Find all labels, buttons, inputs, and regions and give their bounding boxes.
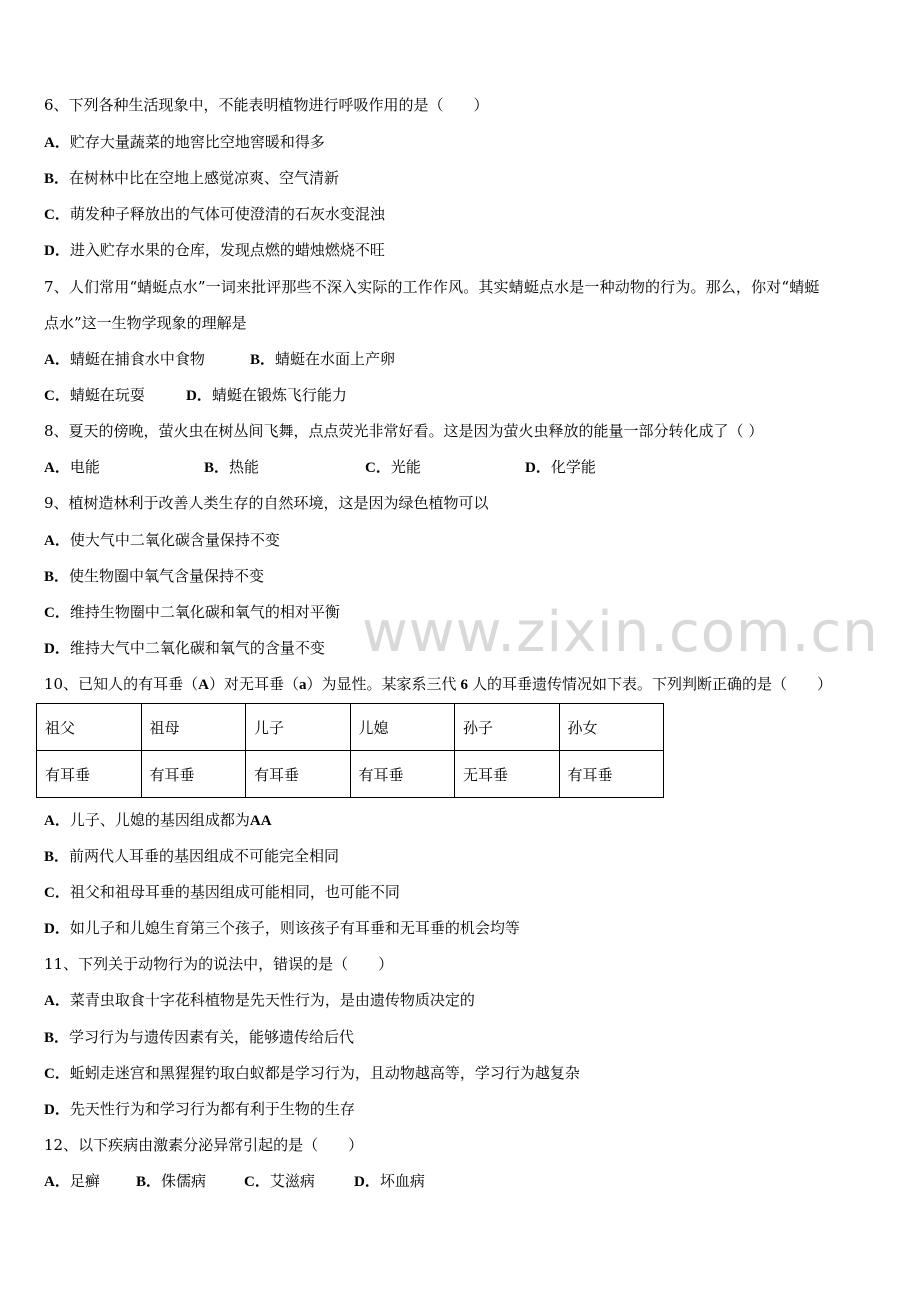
option-text: 萌发种子释放出的气体可使澄清的石灰水变混浊 [69,205,385,223]
option-letter: B． [44,569,70,585]
option-letter: B． [44,1030,70,1046]
table-cell: 有耳垂 [350,751,455,798]
q12-option-c [244,1171,315,1192]
q11-option-a [44,990,475,1010]
q12-stem: 12、以下疾病由激素分泌异常引起的是（ ） [44,1136,364,1154]
option-text: 电能 [69,458,100,476]
q9-stem: 9、植树造林利于改善人类生存的自然环境，这是因为绿色植物可以 [44,494,489,512]
option-letter: A． [44,1174,70,1190]
q10-option-c [44,882,400,902]
table-cell: 有耳垂 [37,751,142,798]
q12-option-d [354,1171,425,1192]
q8-option-b [204,457,259,478]
option-letter: C． [44,388,70,404]
table-cell: 无耳垂 [455,751,560,798]
q7-option-c [44,385,145,406]
option-letter: D． [44,641,70,657]
option-letter: B． [44,849,70,865]
option-text: 祖父和祖母耳垂的基因组成可能相同，也可能不同 [69,883,400,901]
table-cell: 祖母 [141,704,246,751]
q6-option-d [44,240,385,260]
table-cell: 儿子 [246,704,351,751]
option-letter: A． [44,460,70,476]
table-header-row [37,704,664,751]
option-text: 前两代人耳垂的基因组成不可能完全相同 [69,847,340,865]
option-letter: C． [44,885,70,901]
q7-option-a [44,349,205,370]
q7-stem-line2: 点水”这一生物学现象的理解是 [44,314,247,332]
option-letter: C． [44,1066,70,1082]
option-text: 蜻蜓在锻炼飞行能力 [211,386,347,404]
option-text: 贮存大量蔬菜的地窖比空地窖暖和得多 [69,133,325,151]
q9-option-d [44,638,325,658]
option-letter: A． [44,135,70,151]
option-text: 维持大气中二氧化碳和氧气的含量不变 [69,639,325,657]
option-letter: D． [44,243,70,259]
table-row [37,751,664,798]
q7-option-d [186,385,347,406]
watermark: www.zixin.com.cn [362,600,879,665]
option-letter: A． [44,993,70,1009]
q11-option-c [44,1063,580,1083]
option-letter: A． [44,352,70,368]
q10-stem [44,674,832,694]
q10-option-d [44,918,520,938]
q6-option-b [44,168,339,188]
option-letter: C． [365,460,391,476]
option-letter: A． [44,533,70,549]
option-letter: B． [44,171,70,187]
option-text: 侏儒病 [161,1172,207,1190]
q10-stem-allele-dominant: A [198,677,209,693]
q11-stem: 11、下列关于动物行为的说法中，错误的是（ ） [44,955,394,973]
option-letter: B． [250,352,276,368]
q6-option-a [44,132,325,152]
option-letter: D． [44,921,70,937]
q7-stem-line1: 7、人们常用“蜻蜓点水”一词来批评那些不深入实际的工作作风。其实蜻蜓点水是一种动物的行为。那么，你对“蜻蜓 [44,278,820,296]
q8-stem: 8、夏天的傍晚，萤火虫在树丛间飞舞，点点荧光非常好看。这是因为萤火虫释放的能量一部分转化成了（ ） [44,422,764,440]
option-text: 使大气中二氧化碳含量保持不变 [69,531,280,549]
q9-option-b [44,566,264,586]
option-text: 化学能 [550,458,596,476]
q10-stem-part: 10、已知人的有耳垂（ [44,675,199,693]
q11-option-b [44,1027,354,1047]
option-letter: C． [44,605,70,621]
option-text: 儿子、儿媳的基因组成都为 [69,811,250,829]
q10-option-b [44,846,339,866]
option-letter: B． [136,1174,162,1190]
option-letter: A． [44,813,70,829]
option-text: 热能 [229,458,260,476]
q6-option-c [44,204,385,224]
q8-option-d [525,457,596,478]
q6-stem: 6、下列各种生活现象中，不能表明植物进行呼吸作用的是（ ） [44,96,489,114]
option-text: 进入贮存水果的仓库，发现点燃的蜡烛燃烧不旺 [69,241,385,259]
option-letter: D． [525,460,551,476]
table-cell: 孙女 [559,704,664,751]
option-text: 学习行为与遗传因素有关，能够遗传给后代 [69,1028,355,1046]
q10-stem-allele-recessive: a [298,677,307,693]
q10-option-a [44,810,272,830]
option-text: 艾滋病 [269,1172,315,1190]
option-text: 蜻蜓在玩耍 [69,386,145,404]
option-text: 在树林中比在空地上感觉凉爽、空气清新 [69,169,340,187]
q10-stem-part: 人的耳垂遗传情况如下表。下列判断正确的是（ ） [471,675,832,693]
heredity-table [36,703,664,798]
option-text: 足癣 [69,1172,100,1190]
option-text: 蜻蜓在捕食水中食物 [69,350,205,368]
option-text: 菜青虫取食十字花科植物是先天性行为，是由遗传物质决定的 [69,991,475,1009]
q7-option-b [250,349,395,370]
table-cell: 儿媳 [350,704,455,751]
option-text: 如儿子和儿媳生育第三个孩子，则该孩子有耳垂和无耳垂的机会均等 [69,919,520,937]
option-text: 坏血病 [379,1172,425,1190]
option-text: 使生物圈中氧气含量保持不变 [69,567,265,585]
q10-stem-part: ）为显性。某家系三代 [306,675,457,693]
q12-option-a [44,1171,100,1192]
option-text: 光能 [390,458,421,476]
option-letter: D． [186,388,212,404]
q9-option-c [44,602,340,622]
option-text: 维持生物圈中二氧化碳和氧气的相对平衡 [69,603,340,621]
option-text: 蜻蜓在水面上产卵 [275,350,396,368]
q11-option-d [44,1099,355,1119]
option-letter: C． [44,207,70,223]
option-text: 先天性行为和学习行为都有利于生物的生存 [69,1100,355,1118]
option-letter: D． [354,1174,380,1190]
q8-option-c [365,457,421,478]
q9-option-a [44,530,280,550]
option-suffix: AA [249,813,272,829]
table-cell: 有耳垂 [246,751,351,798]
q12-option-b [136,1171,206,1192]
table-cell: 有耳垂 [559,751,664,798]
table-cell: 有耳垂 [141,751,246,798]
option-letter: C． [244,1174,270,1190]
option-text: 蚯蚓走迷宫和黑猩猩钓取白蚁都是学习行为，且动物越高等，学习行为越复杂 [69,1064,580,1082]
table-cell: 祖父 [37,704,142,751]
option-letter: D． [44,1102,70,1118]
q10-stem-count: 6 [460,677,468,693]
table-cell: 孙子 [455,704,560,751]
q10-stem-part: ）对无耳垂（ [208,675,299,693]
q8-option-a [44,457,100,478]
option-letter: B． [204,460,230,476]
